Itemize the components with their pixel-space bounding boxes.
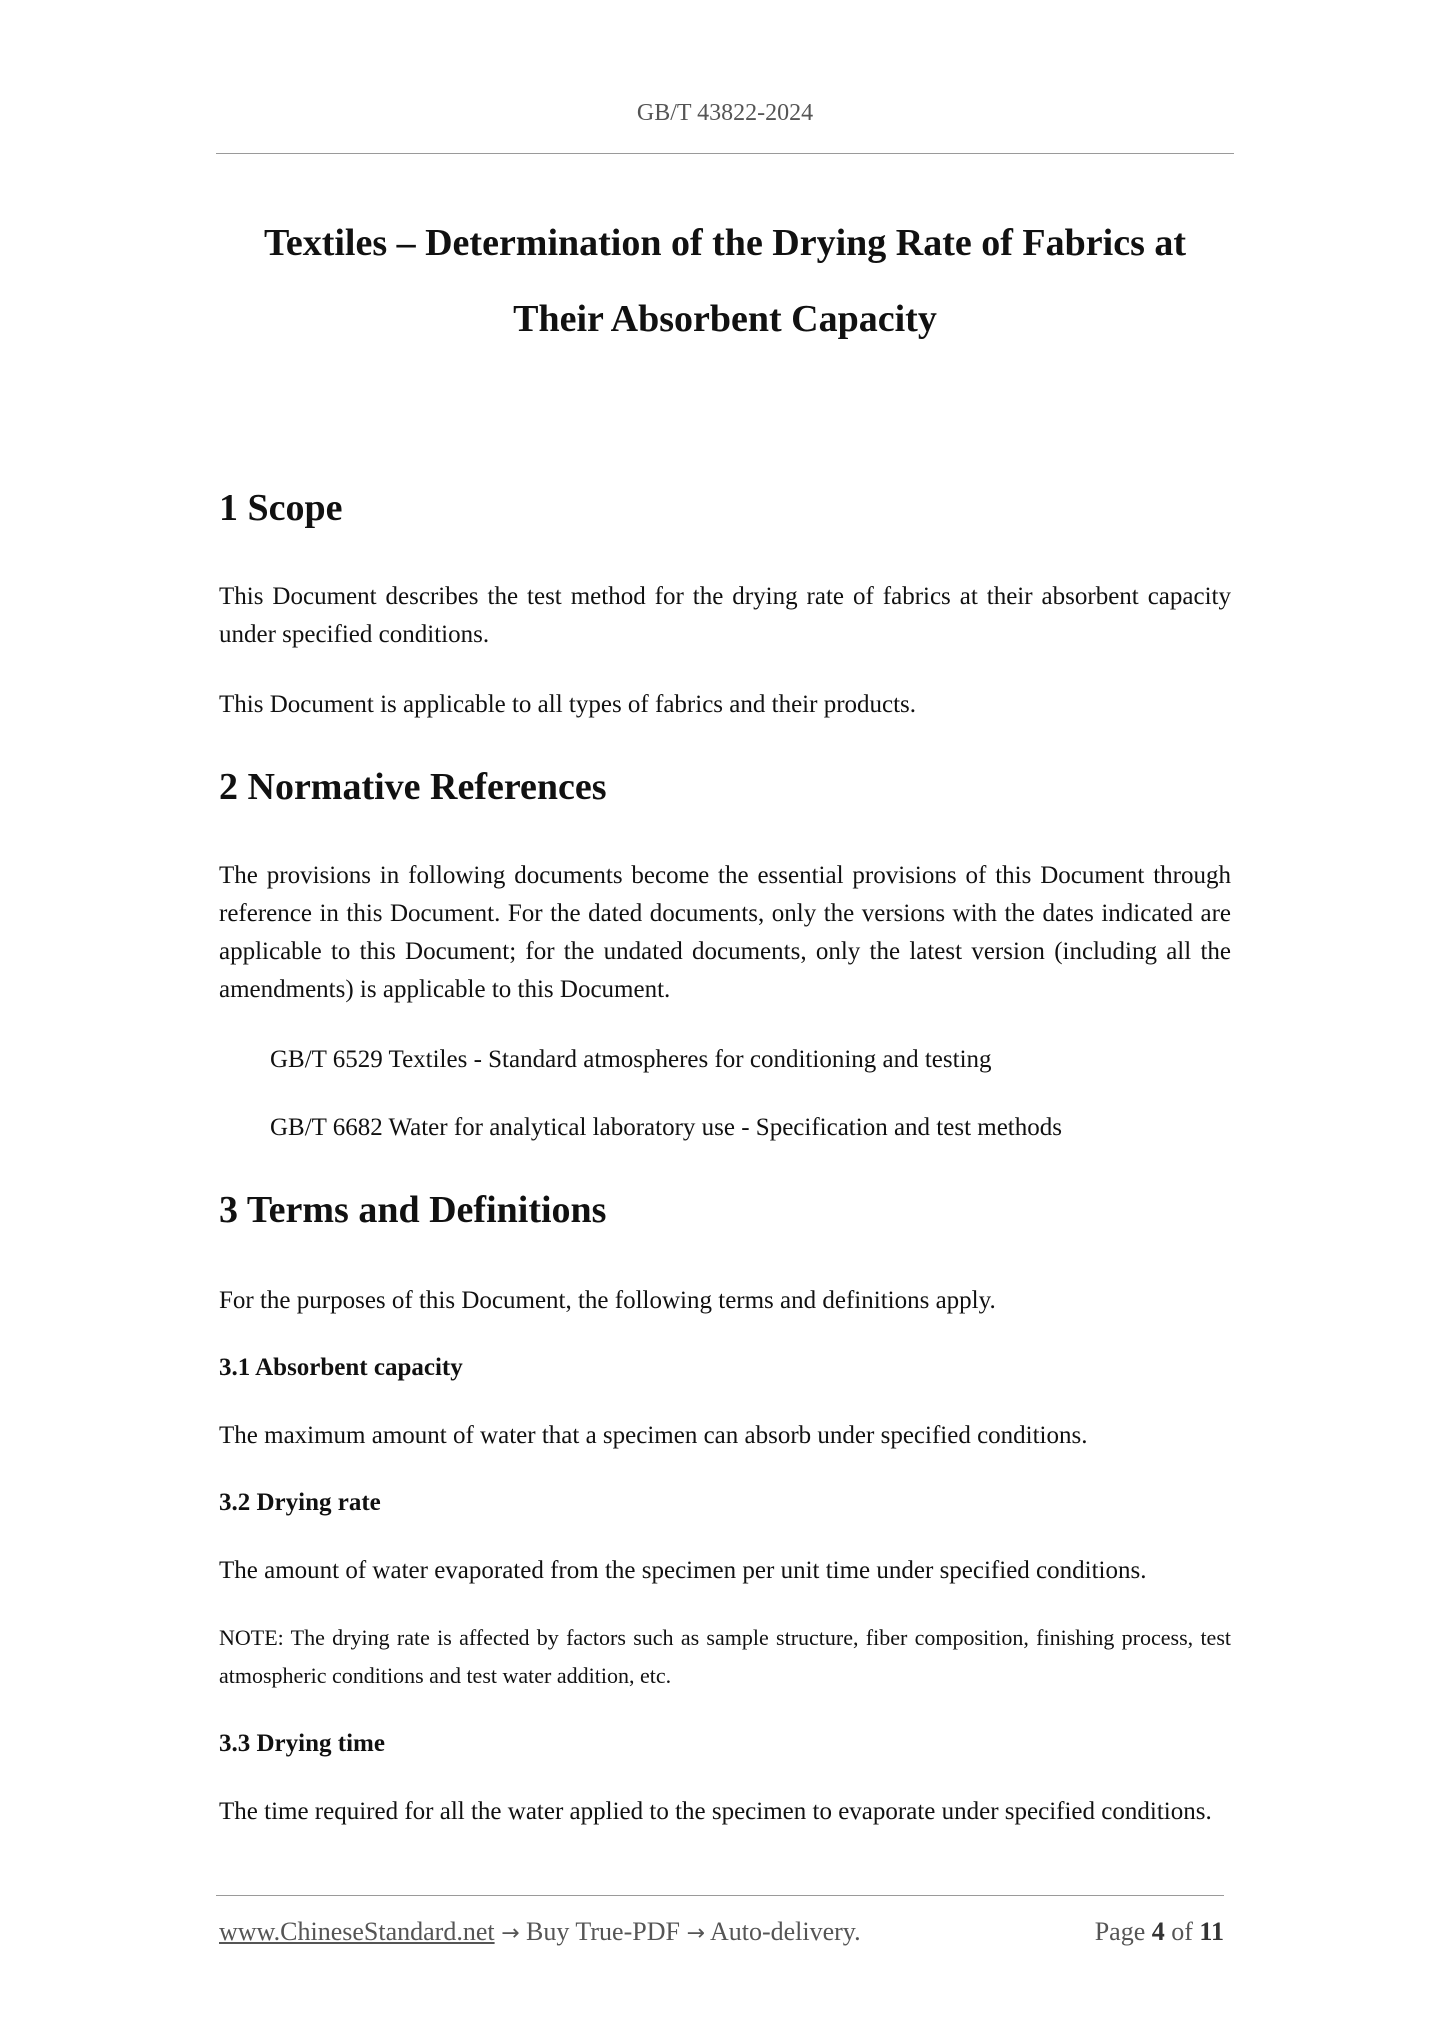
page-number <box>1095 1917 1224 1947</box>
chinese-standard-link[interactable]: www.ChineseStandard.net <box>219 1917 495 1946</box>
footer-promo <box>219 1917 861 1947</box>
normative-paragraph: The provisions in following documents become the essential provisions of this Document through reference in this Document. For the dated documents, only the versions with the dates indicated are applicable to this Document; for the undated documents, only the latest version (including all the amendments) is applicable to this Document. <box>219 862 1231 1003</box>
footer-delivery-text: Auto-delivery. <box>709 1917 861 1946</box>
terms-intro: For the purposes of this Document, the following terms and definitions apply. <box>219 1287 996 1314</box>
term-definition-drying-time: The time required for all the water applied to the specimen to evaporate under specified conditions. <box>219 1798 1212 1825</box>
current-page-number: 4 <box>1151 1917 1165 1946</box>
title-line-1: Textiles – Determination of the Drying Rate of Fabrics at <box>263 222 1187 264</box>
footer-buy-text: Buy True-PDF <box>526 1917 680 1946</box>
term-definition-absorbent-capacity: The maximum amount of water that a specimen can absorb under specified conditions. <box>219 1422 1088 1449</box>
section-heading-normative-references: 2 Normative References <box>219 766 607 808</box>
drying-rate-note: NOTE: The drying rate is affected by factors such as sample structure, fiber composition, finishing process, test atmospheric conditions and test water addition, etc. <box>219 1625 1231 1688</box>
document-title <box>216 205 1234 357</box>
arrow-right-icon: → <box>686 1921 705 1946</box>
scope-paragraph-1: This Document describes the test method for the drying rate of fabrics at their absorbent capacity under specified conditions. <box>219 583 1231 648</box>
title-line-2: Their Absorbent Capacity <box>513 298 937 340</box>
term-title-drying-time: 3.3 Drying time <box>219 1730 385 1757</box>
header-divider <box>216 153 1234 154</box>
arrow-right-icon: → <box>501 1921 520 1946</box>
footer-divider <box>216 1895 1224 1896</box>
term-title-absorbent-capacity: 3.1 Absorbent capacity <box>219 1354 463 1381</box>
term-title-drying-rate: 3.2 Drying rate <box>219 1489 381 1516</box>
section-heading-scope: 1 Scope <box>219 487 343 529</box>
normative-ref-item: GB/T 6682 Water for analytical laboratory use - Specification and test methods <box>270 1114 1062 1141</box>
scope-paragraph-2: This Document is applicable to all types of fabrics and their products. <box>219 691 917 718</box>
term-definition-drying-rate: The amount of water evaporated from the specimen per unit time under specified conditions. <box>219 1557 1147 1584</box>
normative-ref-item: GB/T 6529 Textiles - Standard atmospheres for conditioning and testing <box>270 1046 992 1073</box>
of-label: of <box>1171 1917 1193 1946</box>
document-header-id: GB/T 43822-2024 <box>636 100 814 126</box>
section-heading-terms: 3 Terms and Definitions <box>219 1189 607 1231</box>
page-label: Page <box>1094 1917 1146 1946</box>
total-pages: 11 <box>1199 1917 1224 1946</box>
